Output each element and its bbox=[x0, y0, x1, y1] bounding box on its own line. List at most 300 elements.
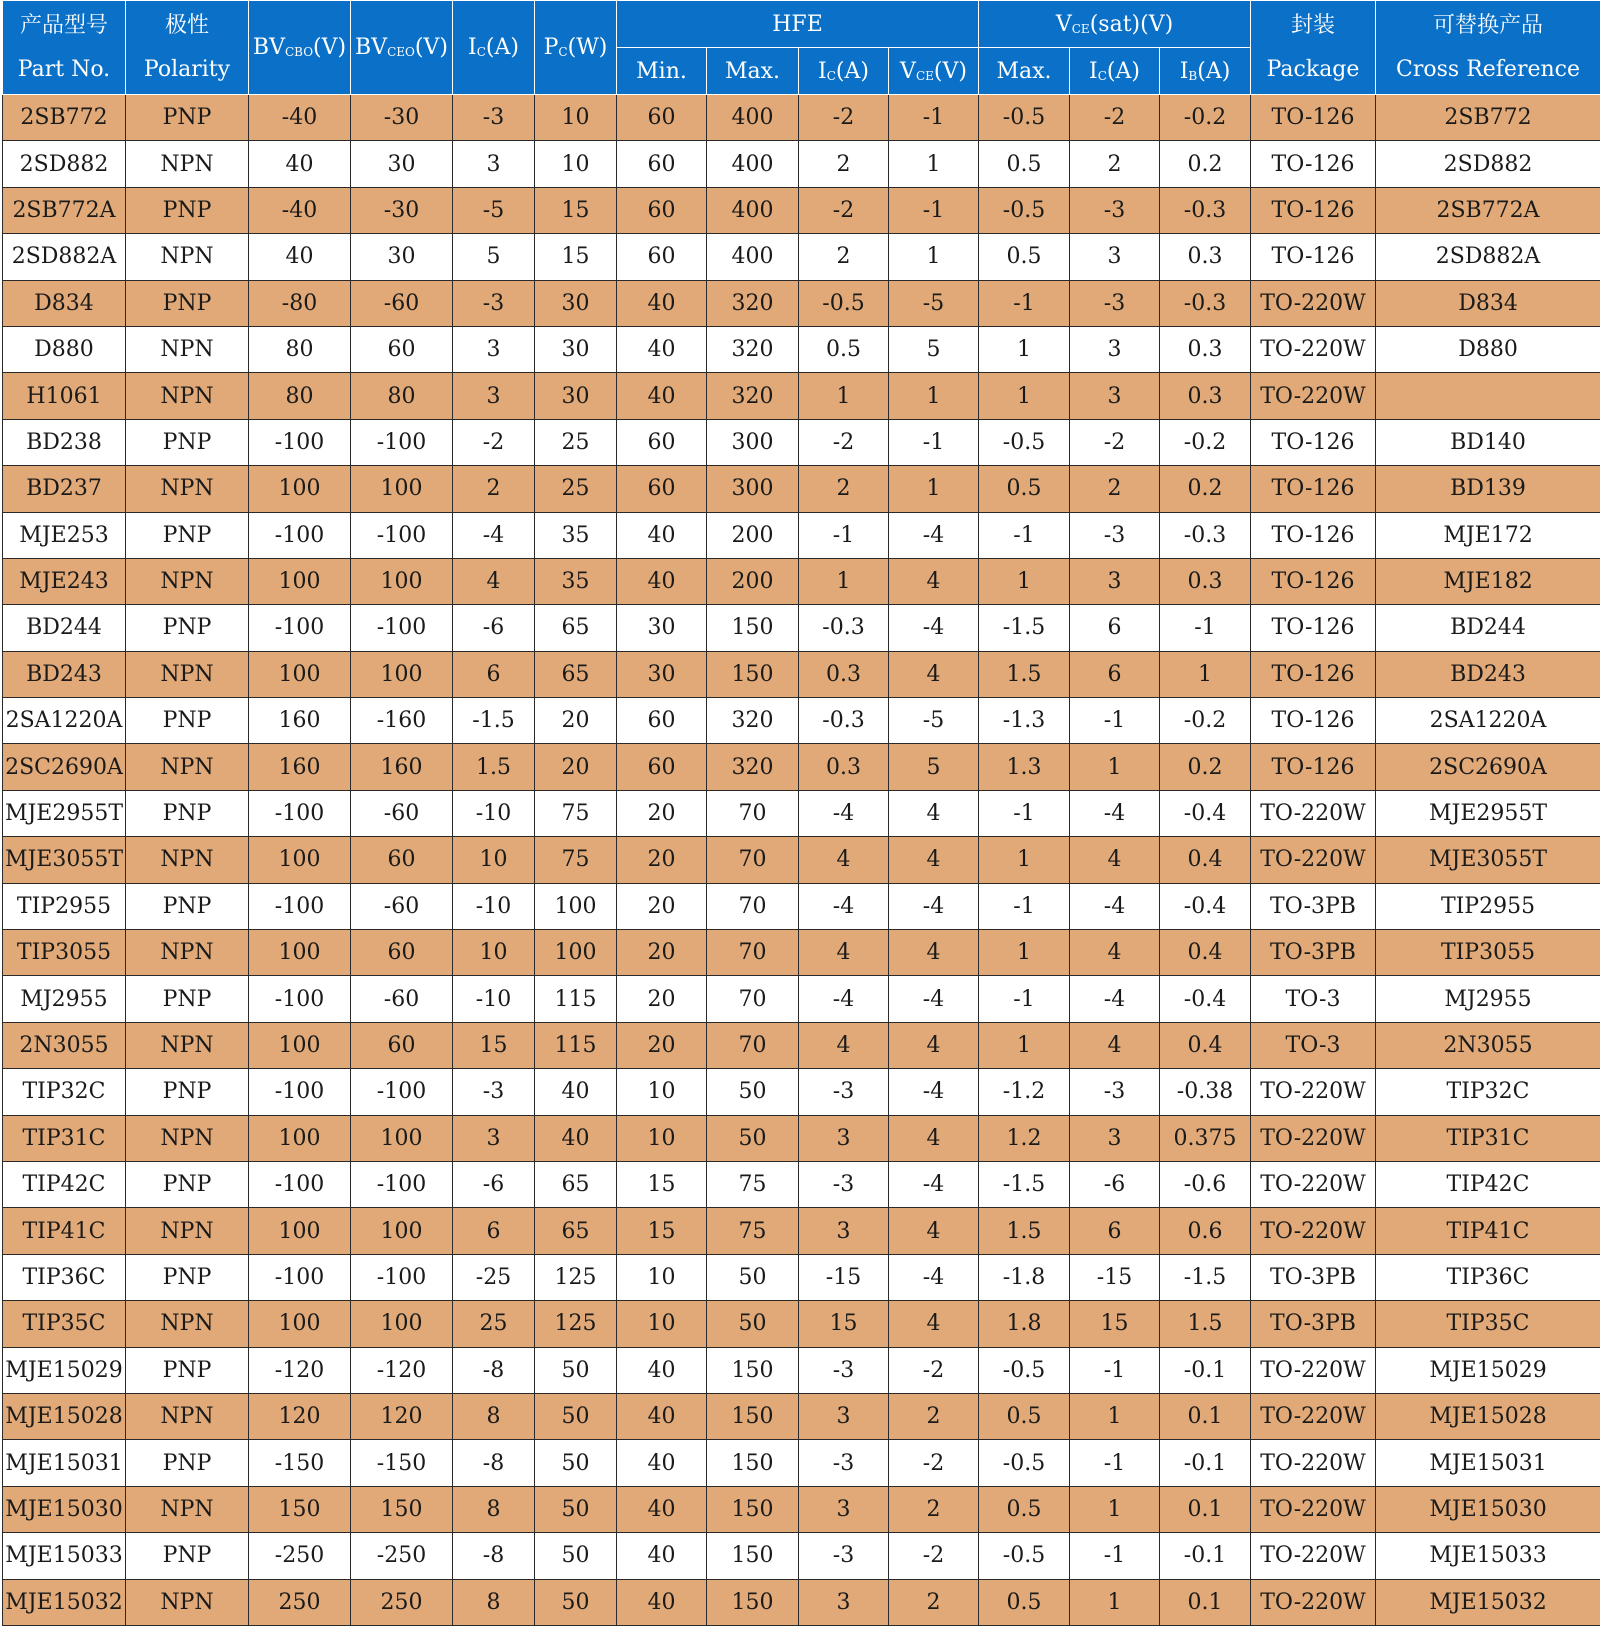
cell-part-no: 2SA1220A bbox=[3, 698, 126, 744]
cell-sat-ic: -2 bbox=[1070, 95, 1160, 141]
cell-hfe-max: 200 bbox=[707, 558, 799, 604]
cell-package: TO-220W bbox=[1251, 280, 1376, 326]
cell-sat-ib: -0.4 bbox=[1160, 790, 1251, 836]
cell-hfe-min: 40 bbox=[617, 1347, 707, 1393]
cell-cross-reference: MJE15031 bbox=[1376, 1440, 1600, 1486]
cell-hfe-max: 320 bbox=[707, 373, 799, 419]
cell-bvcbo: -40 bbox=[249, 187, 351, 233]
cell-polarity: NPN bbox=[126, 930, 249, 976]
cell-polarity: NPN bbox=[126, 466, 249, 512]
cell-sat-max: -1.5 bbox=[979, 1161, 1070, 1207]
cell-sat-ib: -0.2 bbox=[1160, 95, 1251, 141]
cell-hfe-max: 320 bbox=[707, 326, 799, 372]
cell-pc: 30 bbox=[535, 373, 617, 419]
cell-part-no: BD243 bbox=[3, 651, 126, 697]
cell-hfe-min: 15 bbox=[617, 1161, 707, 1207]
cell-polarity: NPN bbox=[126, 1022, 249, 1068]
cell-sat-max: 1 bbox=[979, 326, 1070, 372]
cell-bvceo: -120 bbox=[351, 1347, 453, 1393]
cell-pc: 10 bbox=[535, 141, 617, 187]
cell-hfe-min: 40 bbox=[617, 1440, 707, 1486]
cell-hfe-min: 60 bbox=[617, 744, 707, 790]
cell-part-no: TIP3055 bbox=[3, 930, 126, 976]
cell-sat-ib: -1.5 bbox=[1160, 1254, 1251, 1300]
cell-ic: -10 bbox=[453, 976, 535, 1022]
cell-hfe-ic: 0.5 bbox=[799, 326, 889, 372]
cell-package: TO-126 bbox=[1251, 419, 1376, 465]
cell-sat-max: -1.5 bbox=[979, 605, 1070, 651]
cell-sat-ib: -0.38 bbox=[1160, 1069, 1251, 1115]
header-bvceo: $BV_{CEO}(V)$ bbox=[351, 1, 453, 95]
cell-hfe-vce: 4 bbox=[889, 651, 979, 697]
table-row bbox=[3, 883, 1600, 929]
cell-hfe-ic: 4 bbox=[799, 1022, 889, 1068]
cell-ic: -8 bbox=[453, 1347, 535, 1393]
cell-hfe-max: 150 bbox=[707, 1347, 799, 1393]
cell-part-no: MJE15033 bbox=[3, 1533, 126, 1579]
cell-part-no: MJE15032 bbox=[3, 1579, 126, 1625]
cell-sat-ic: 3 bbox=[1070, 326, 1160, 372]
cell-bvceo: -100 bbox=[351, 419, 453, 465]
cell-cross-reference: TIP41C bbox=[1376, 1208, 1600, 1254]
cell-hfe-vce: 1 bbox=[889, 466, 979, 512]
cell-sat-max: -1 bbox=[979, 512, 1070, 558]
cell-sat-max: -0.5 bbox=[979, 419, 1070, 465]
cell-hfe-ic: 1 bbox=[799, 373, 889, 419]
cell-polarity: NPN bbox=[126, 141, 249, 187]
cell-ic: 25 bbox=[453, 1301, 535, 1347]
cell-hfe-vce: -4 bbox=[889, 1069, 979, 1115]
cell-hfe-ic: 2 bbox=[799, 141, 889, 187]
cell-part-no: TIP42C bbox=[3, 1161, 126, 1207]
cell-ic: -25 bbox=[453, 1254, 535, 1300]
cell-sat-max: -1.3 bbox=[979, 698, 1070, 744]
cell-sat-ic: -3 bbox=[1070, 1069, 1160, 1115]
cell-polarity: PNP bbox=[126, 95, 249, 141]
cell-hfe-vce: -1 bbox=[889, 419, 979, 465]
cell-hfe-min: 40 bbox=[617, 1393, 707, 1439]
table-row bbox=[3, 1301, 1600, 1347]
cell-part-no: MJE15029 bbox=[3, 1347, 126, 1393]
cell-polarity: PNP bbox=[126, 698, 249, 744]
cell-hfe-ic: -3 bbox=[799, 1161, 889, 1207]
cell-ic: 2 bbox=[453, 466, 535, 512]
cell-sat-ib: -0.1 bbox=[1160, 1347, 1251, 1393]
table-row bbox=[3, 95, 1600, 141]
cell-cross-reference: MJE15033 bbox=[1376, 1533, 1600, 1579]
cell-hfe-vce: 4 bbox=[889, 1022, 979, 1068]
table-row bbox=[3, 744, 1600, 790]
cell-hfe-min: 40 bbox=[617, 1486, 707, 1532]
cell-hfe-ic: 3 bbox=[799, 1115, 889, 1161]
cell-hfe-min: 60 bbox=[617, 95, 707, 141]
table-row bbox=[3, 558, 1600, 604]
cell-hfe-min: 40 bbox=[617, 1533, 707, 1579]
table-row bbox=[3, 605, 1600, 651]
cell-pc: 35 bbox=[535, 558, 617, 604]
cell-bvcbo: 100 bbox=[249, 466, 351, 512]
cell-hfe-max: 75 bbox=[707, 1208, 799, 1254]
cell-cross-reference: MJ2955 bbox=[1376, 976, 1600, 1022]
cell-polarity: PNP bbox=[126, 1161, 249, 1207]
cell-ic: -3 bbox=[453, 95, 535, 141]
cell-hfe-max: 50 bbox=[707, 1069, 799, 1115]
cell-polarity: NPN bbox=[126, 1208, 249, 1254]
table-row bbox=[3, 187, 1600, 233]
cell-part-no: TIP32C bbox=[3, 1069, 126, 1115]
cell-hfe-ic: 3 bbox=[799, 1208, 889, 1254]
cell-bvceo: 150 bbox=[351, 1486, 453, 1532]
cell-sat-ib: 0.2 bbox=[1160, 466, 1251, 512]
cell-hfe-vce: 4 bbox=[889, 1301, 979, 1347]
cell-sat-ib: -0.3 bbox=[1160, 187, 1251, 233]
table-row bbox=[3, 326, 1600, 372]
table-body bbox=[3, 95, 1600, 1626]
cell-hfe-ic: 3 bbox=[799, 1486, 889, 1532]
cell-bvcbo: -100 bbox=[249, 605, 351, 651]
cell-bvcbo: 160 bbox=[249, 744, 351, 790]
cell-polarity: PNP bbox=[126, 1347, 249, 1393]
cell-ic: 1.5 bbox=[453, 744, 535, 790]
cell-cross-reference: BD139 bbox=[1376, 466, 1600, 512]
header-cross-reference-cn: 可替换产品 bbox=[1433, 12, 1544, 38]
cell-bvcbo: 100 bbox=[249, 651, 351, 697]
cell-hfe-min: 30 bbox=[617, 651, 707, 697]
cell-hfe-min: 40 bbox=[617, 373, 707, 419]
cell-hfe-ic: -0.5 bbox=[799, 280, 889, 326]
table-row bbox=[3, 141, 1600, 187]
cell-sat-ic: -2 bbox=[1070, 419, 1160, 465]
cell-part-no: MJE253 bbox=[3, 512, 126, 558]
cell-sat-ic: 4 bbox=[1070, 930, 1160, 976]
header-hfe-max: Max. bbox=[707, 48, 799, 95]
cell-part-no: BD238 bbox=[3, 419, 126, 465]
cell-hfe-min: 20 bbox=[617, 930, 707, 976]
cell-part-no: MJE15028 bbox=[3, 1393, 126, 1439]
header-sat-max: Max. bbox=[979, 48, 1070, 95]
cell-part-no: BD237 bbox=[3, 466, 126, 512]
cell-pc: 40 bbox=[535, 1069, 617, 1115]
cell-ic: 5 bbox=[453, 234, 535, 280]
cell-ic: -10 bbox=[453, 883, 535, 929]
cell-cross-reference: MJE15029 bbox=[1376, 1347, 1600, 1393]
cell-polarity: PNP bbox=[126, 280, 249, 326]
cell-sat-ib: -0.3 bbox=[1160, 512, 1251, 558]
cell-hfe-vce: -2 bbox=[889, 1347, 979, 1393]
cell-bvceo: -60 bbox=[351, 280, 453, 326]
cell-part-no: MJE243 bbox=[3, 558, 126, 604]
cell-pc: 50 bbox=[535, 1579, 617, 1625]
cell-hfe-ic: -2 bbox=[799, 419, 889, 465]
cell-cross-reference: 2SD882 bbox=[1376, 141, 1600, 187]
cell-bvceo: 60 bbox=[351, 930, 453, 976]
cell-cross-reference: TIP35C bbox=[1376, 1301, 1600, 1347]
cell-sat-ib: 0.4 bbox=[1160, 1022, 1251, 1068]
cell-cross-reference: TIP2955 bbox=[1376, 883, 1600, 929]
table-row bbox=[3, 466, 1600, 512]
cell-hfe-max: 200 bbox=[707, 512, 799, 558]
header-cross-reference-en: Cross Reference bbox=[1396, 56, 1580, 82]
table-header bbox=[3, 1, 1600, 95]
cell-polarity: NPN bbox=[126, 1393, 249, 1439]
table-row bbox=[3, 1208, 1600, 1254]
cell-part-no: BD244 bbox=[3, 605, 126, 651]
cell-sat-max: 1 bbox=[979, 1022, 1070, 1068]
cell-sat-max: -1.2 bbox=[979, 1069, 1070, 1115]
header-package-cn: 封装 bbox=[1291, 12, 1336, 38]
cell-sat-max: 0.5 bbox=[979, 1579, 1070, 1625]
cell-pc: 50 bbox=[535, 1393, 617, 1439]
cell-sat-ib: 0.1 bbox=[1160, 1486, 1251, 1532]
cell-package: TO-126 bbox=[1251, 605, 1376, 651]
cell-part-no: MJ2955 bbox=[3, 976, 126, 1022]
cell-hfe-ic: -3 bbox=[799, 1440, 889, 1486]
cell-bvcbo: -40 bbox=[249, 95, 351, 141]
cell-part-no: 2SD882A bbox=[3, 234, 126, 280]
cell-hfe-min: 20 bbox=[617, 837, 707, 883]
table-row bbox=[3, 1022, 1600, 1068]
cell-hfe-max: 400 bbox=[707, 234, 799, 280]
cell-part-no: TIP2955 bbox=[3, 883, 126, 929]
cell-pc: 100 bbox=[535, 930, 617, 976]
cell-hfe-max: 400 bbox=[707, 141, 799, 187]
cell-package: TO-126 bbox=[1251, 95, 1376, 141]
cell-polarity: NPN bbox=[126, 558, 249, 604]
cell-hfe-max: 70 bbox=[707, 1022, 799, 1068]
cell-hfe-max: 70 bbox=[707, 790, 799, 836]
cell-sat-ib: -0.1 bbox=[1160, 1533, 1251, 1579]
cell-cross-reference: MJE15030 bbox=[1376, 1486, 1600, 1532]
cell-hfe-min: 10 bbox=[617, 1254, 707, 1300]
cell-sat-ib: -1 bbox=[1160, 605, 1251, 651]
cell-hfe-vce: 1 bbox=[889, 234, 979, 280]
cell-hfe-min: 20 bbox=[617, 790, 707, 836]
cell-part-no: MJE15031 bbox=[3, 1440, 126, 1486]
cell-hfe-vce: 2 bbox=[889, 1393, 979, 1439]
cell-sat-ic: 1 bbox=[1070, 1393, 1160, 1439]
cell-bvceo: 100 bbox=[351, 1115, 453, 1161]
cell-sat-ic: -3 bbox=[1070, 512, 1160, 558]
cell-hfe-min: 20 bbox=[617, 1022, 707, 1068]
cell-hfe-vce: 4 bbox=[889, 930, 979, 976]
cell-sat-ib: -0.4 bbox=[1160, 976, 1251, 1022]
cell-part-no: 2SC2690A bbox=[3, 744, 126, 790]
cell-bvcbo: -100 bbox=[249, 790, 351, 836]
table-row bbox=[3, 698, 1600, 744]
cell-ic: -10 bbox=[453, 790, 535, 836]
cell-hfe-max: 150 bbox=[707, 605, 799, 651]
cell-hfe-vce: -4 bbox=[889, 1254, 979, 1300]
cell-hfe-max: 150 bbox=[707, 651, 799, 697]
header-vcesat-group: $V_{CE}(sat)(V)$ bbox=[979, 1, 1251, 48]
cell-part-no: TIP36C bbox=[3, 1254, 126, 1300]
cell-bvcbo: 100 bbox=[249, 1022, 351, 1068]
cell-hfe-max: 70 bbox=[707, 837, 799, 883]
cell-hfe-min: 40 bbox=[617, 558, 707, 604]
cell-sat-ic: 3 bbox=[1070, 1115, 1160, 1161]
cell-hfe-ic: 3 bbox=[799, 1579, 889, 1625]
cell-ic: 10 bbox=[453, 837, 535, 883]
cell-pc: 125 bbox=[535, 1254, 617, 1300]
cell-hfe-min: 20 bbox=[617, 976, 707, 1022]
cell-cross-reference: 2SA1220A bbox=[1376, 698, 1600, 744]
cell-hfe-vce: 4 bbox=[889, 1115, 979, 1161]
cell-hfe-max: 75 bbox=[707, 1161, 799, 1207]
cell-polarity: PNP bbox=[126, 976, 249, 1022]
cell-hfe-vce: -1 bbox=[889, 95, 979, 141]
cell-hfe-ic: -4 bbox=[799, 976, 889, 1022]
cell-hfe-vce: 4 bbox=[889, 558, 979, 604]
cell-sat-max: -0.5 bbox=[979, 95, 1070, 141]
cell-cross-reference: BD244 bbox=[1376, 605, 1600, 651]
cell-hfe-ic: 2 bbox=[799, 466, 889, 512]
cell-ic: 3 bbox=[453, 373, 535, 419]
cell-hfe-vce: -2 bbox=[889, 1533, 979, 1579]
cell-hfe-min: 60 bbox=[617, 419, 707, 465]
cell-hfe-vce: 5 bbox=[889, 744, 979, 790]
cell-hfe-ic: 0.3 bbox=[799, 651, 889, 697]
cell-package: TO-3PB bbox=[1251, 1301, 1376, 1347]
cell-pc: 50 bbox=[535, 1347, 617, 1393]
cell-sat-ib: 0.1 bbox=[1160, 1579, 1251, 1625]
cell-part-no: 2SB772 bbox=[3, 95, 126, 141]
table-row bbox=[3, 1533, 1600, 1579]
header-package-en: Package bbox=[1266, 56, 1360, 82]
cell-hfe-vce: 1 bbox=[889, 373, 979, 419]
cell-pc: 65 bbox=[535, 1208, 617, 1254]
cell-bvceo: -160 bbox=[351, 698, 453, 744]
cell-polarity: NPN bbox=[126, 326, 249, 372]
cell-hfe-max: 320 bbox=[707, 698, 799, 744]
table-row bbox=[3, 651, 1600, 697]
cell-hfe-max: 150 bbox=[707, 1579, 799, 1625]
cell-hfe-vce: 5 bbox=[889, 326, 979, 372]
cell-cross-reference: TIP3055 bbox=[1376, 930, 1600, 976]
cell-package: TO-220W bbox=[1251, 1393, 1376, 1439]
cell-package: TO-220W bbox=[1251, 837, 1376, 883]
cell-sat-max: -1 bbox=[979, 976, 1070, 1022]
cell-hfe-max: 70 bbox=[707, 930, 799, 976]
table-row bbox=[3, 1161, 1600, 1207]
table-row bbox=[3, 1254, 1600, 1300]
table-row bbox=[3, 837, 1600, 883]
header-package bbox=[1251, 1, 1376, 95]
cell-bvceo: -60 bbox=[351, 790, 453, 836]
cell-hfe-vce: -4 bbox=[889, 512, 979, 558]
cell-sat-ic: -1 bbox=[1070, 1533, 1160, 1579]
cell-sat-ic: -3 bbox=[1070, 280, 1160, 326]
header-ic: $I_C(A)$ bbox=[453, 1, 535, 95]
cell-bvcbo: -120 bbox=[249, 1347, 351, 1393]
cell-cross-reference: MJE3055T bbox=[1376, 837, 1600, 883]
cell-ic: 4 bbox=[453, 558, 535, 604]
cell-sat-max: 0.5 bbox=[979, 141, 1070, 187]
cell-hfe-min: 10 bbox=[617, 1069, 707, 1115]
cell-cross-reference: MJE2955T bbox=[1376, 790, 1600, 836]
cell-package: TO-3 bbox=[1251, 976, 1376, 1022]
cell-pc: 25 bbox=[535, 419, 617, 465]
cell-sat-max: 0.5 bbox=[979, 234, 1070, 280]
cell-cross-reference: 2SD882A bbox=[1376, 234, 1600, 280]
cell-ic: -6 bbox=[453, 605, 535, 651]
header-sat-ib: $I_B(A)$ bbox=[1160, 48, 1251, 95]
cell-polarity: PNP bbox=[126, 883, 249, 929]
cell-cross-reference: MJE182 bbox=[1376, 558, 1600, 604]
cell-bvcbo: 150 bbox=[249, 1486, 351, 1532]
cell-sat-max: 1.5 bbox=[979, 651, 1070, 697]
cell-cross-reference: MJE15028 bbox=[1376, 1393, 1600, 1439]
cell-pc: 50 bbox=[535, 1486, 617, 1532]
cell-bvcbo: -100 bbox=[249, 512, 351, 558]
cell-bvceo: -100 bbox=[351, 605, 453, 651]
cell-pc: 50 bbox=[535, 1440, 617, 1486]
cell-hfe-max: 400 bbox=[707, 187, 799, 233]
cell-hfe-max: 50 bbox=[707, 1254, 799, 1300]
cell-package: TO-126 bbox=[1251, 558, 1376, 604]
cell-hfe-max: 50 bbox=[707, 1115, 799, 1161]
header-hfe-min: Min. bbox=[617, 48, 707, 95]
cell-part-no: TIP35C bbox=[3, 1301, 126, 1347]
cell-sat-max: -1.8 bbox=[979, 1254, 1070, 1300]
cell-sat-ib: -0.4 bbox=[1160, 883, 1251, 929]
cell-bvceo: 80 bbox=[351, 373, 453, 419]
cell-sat-ib: 0.1 bbox=[1160, 1393, 1251, 1439]
cell-sat-max: 1 bbox=[979, 558, 1070, 604]
cell-bvcbo: -80 bbox=[249, 280, 351, 326]
cell-hfe-max: 300 bbox=[707, 419, 799, 465]
cell-hfe-max: 320 bbox=[707, 744, 799, 790]
cell-ic: -3 bbox=[453, 280, 535, 326]
cell-bvceo: -150 bbox=[351, 1440, 453, 1486]
cell-sat-max: 1 bbox=[979, 837, 1070, 883]
cell-sat-max: 0.5 bbox=[979, 1393, 1070, 1439]
cell-sat-max: -0.5 bbox=[979, 1440, 1070, 1486]
cell-bvcbo: 250 bbox=[249, 1579, 351, 1625]
cell-package: TO-220W bbox=[1251, 326, 1376, 372]
cell-cross-reference: MJE15032 bbox=[1376, 1579, 1600, 1625]
cell-package: TO-220W bbox=[1251, 790, 1376, 836]
cell-sat-ib: 1.5 bbox=[1160, 1301, 1251, 1347]
cell-bvcbo: 80 bbox=[249, 373, 351, 419]
header-bvcbo: $BV_{CBO}(V)$ bbox=[249, 1, 351, 95]
cell-bvceo: 30 bbox=[351, 141, 453, 187]
cell-polarity: PNP bbox=[126, 187, 249, 233]
cell-bvceo: -100 bbox=[351, 512, 453, 558]
cell-part-no: MJE3055T bbox=[3, 837, 126, 883]
cell-hfe-vce: 4 bbox=[889, 790, 979, 836]
cell-pc: 25 bbox=[535, 466, 617, 512]
cell-sat-ib: 0.2 bbox=[1160, 744, 1251, 790]
cell-pc: 30 bbox=[535, 280, 617, 326]
cell-bvceo: -60 bbox=[351, 883, 453, 929]
cell-part-no: MJE2955T bbox=[3, 790, 126, 836]
cell-bvceo: 250 bbox=[351, 1579, 453, 1625]
cell-bvcbo: 100 bbox=[249, 930, 351, 976]
cell-part-no: 2SD882 bbox=[3, 141, 126, 187]
cell-hfe-ic: -15 bbox=[799, 1254, 889, 1300]
cell-hfe-vce: -5 bbox=[889, 698, 979, 744]
cell-bvcbo: 40 bbox=[249, 141, 351, 187]
cell-hfe-min: 60 bbox=[617, 698, 707, 744]
cell-bvceo: 100 bbox=[351, 466, 453, 512]
cell-hfe-max: 150 bbox=[707, 1486, 799, 1532]
cell-hfe-vce: -4 bbox=[889, 883, 979, 929]
cell-ic: -3 bbox=[453, 1069, 535, 1115]
cell-polarity: PNP bbox=[126, 1440, 249, 1486]
cell-bvcbo: 100 bbox=[249, 1301, 351, 1347]
cell-bvcbo: -100 bbox=[249, 1254, 351, 1300]
cell-bvceo: 100 bbox=[351, 1208, 453, 1254]
